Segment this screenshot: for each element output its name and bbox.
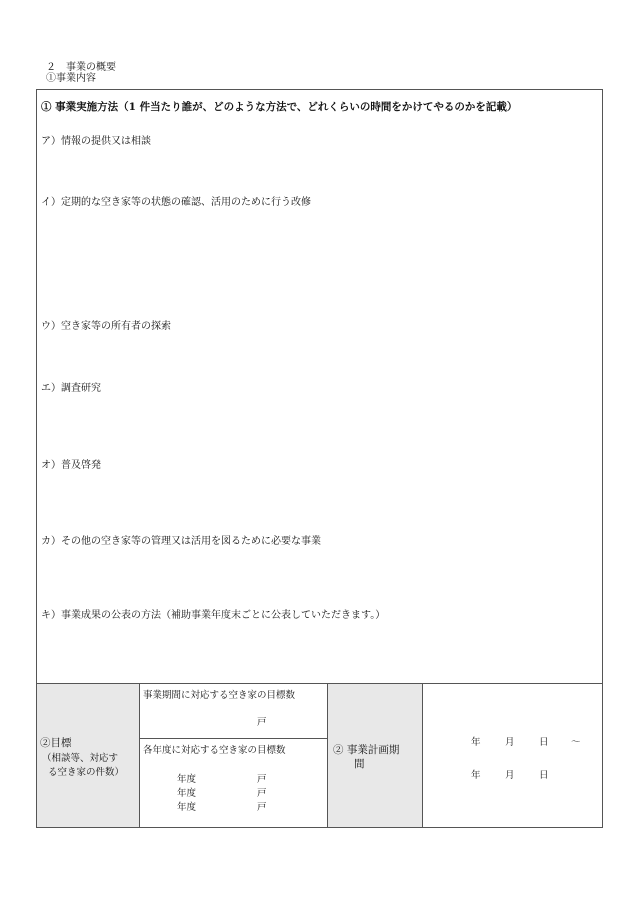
yearly-row-3-year: 年度: [177, 802, 197, 813]
yearly-row-3-unit: 戸: [257, 802, 267, 813]
section-subheading: ①事業内容: [46, 73, 96, 84]
plan-start-month: 月: [505, 737, 515, 748]
yearly-target-title: 各年度に対応する空き家の目標数: [143, 745, 286, 756]
plan-end-month: 月: [505, 770, 515, 781]
item-inspection: イ）定期的な空き家等の状態の確認、活用のために行う改修: [41, 197, 311, 208]
item-consultation: ア）情報の提供又は相談: [41, 136, 151, 147]
plan-dates-cell: [423, 684, 602, 827]
period-target-cell: [140, 684, 328, 739]
plan-start-year: 年: [471, 737, 481, 748]
target-label: ②目標: [40, 737, 72, 749]
plan-label-cont: 間: [354, 758, 365, 770]
plan-label: ② 事業計画期: [333, 744, 400, 756]
plan-end-day: 日: [539, 770, 549, 781]
yearly-target-cell: [140, 739, 328, 827]
item-publication: キ）事業成果の公表の方法（補助事業年度末ごとに公表していただきます。）: [41, 610, 386, 621]
method-title: ① 事業実施方法（1 件当たり誰が、どのような方法で、どれくらいの時間をかけてやるのかを記載）: [41, 101, 518, 113]
item-research: エ）調査研究: [41, 383, 101, 394]
yearly-row-2-unit: 戸: [257, 788, 267, 799]
period-target-unit: 戸: [257, 717, 267, 728]
item-owner-search: ウ）空き家等の所有者の探索: [41, 321, 171, 332]
item-awareness: オ）普及啓発: [41, 460, 101, 471]
period-target-title: 事業期間に対応する空き家の目標数: [143, 690, 296, 701]
plan-label-cell: [328, 684, 423, 827]
item-other: カ）その他の空き家等の管理又は活用を図るために必要な事業: [41, 536, 321, 547]
plan-end-year: 年: [471, 770, 481, 781]
target-label-sub1: （相談等、対応す: [42, 753, 119, 764]
yearly-row-2-year: 年度: [177, 788, 197, 799]
plan-range-tilde: ～: [571, 737, 581, 748]
target-label-cell: [37, 684, 140, 827]
target-label-sub2: る空き家の件数）: [48, 767, 125, 778]
plan-start-day: 日: [539, 737, 549, 748]
section-heading: ２ 事業の概要: [46, 62, 116, 73]
target-table: [36, 683, 603, 828]
method-box: [36, 89, 603, 684]
yearly-row-1-year: 年度: [177, 774, 197, 785]
yearly-row-1-unit: 戸: [257, 774, 267, 785]
